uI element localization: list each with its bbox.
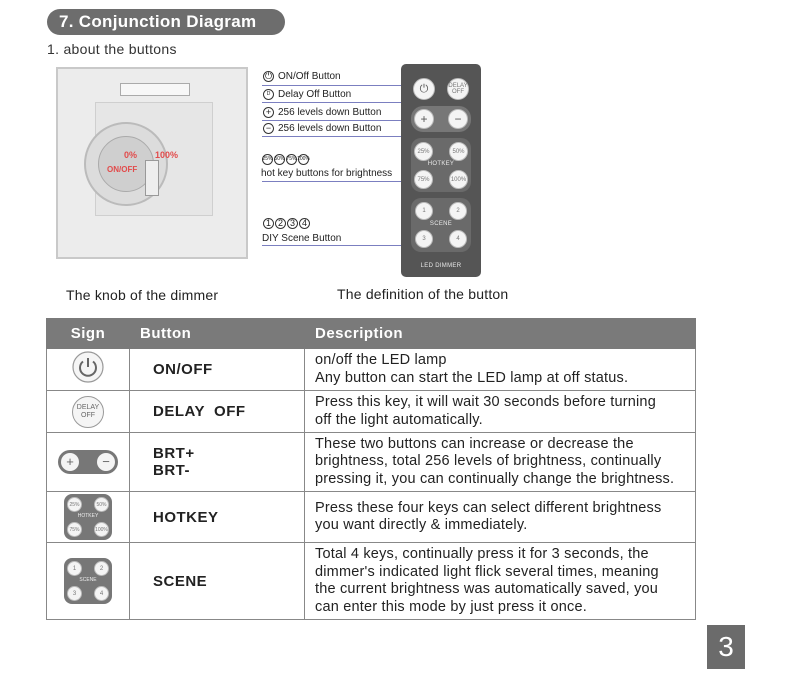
callout-brt-up — [263, 107, 381, 118]
description — [305, 433, 696, 492]
hotkey-50-icon: 50% — [94, 497, 109, 512]
desc-line: Any button can start the LED lamp at off status. — [315, 369, 629, 386]
hotkey-100-icon: 100% — [298, 154, 309, 165]
scene-3-icon: 3 — [67, 586, 82, 601]
remote-delay-button[interactable] — [447, 78, 469, 100]
subtitle: 1. about the buttons — [47, 41, 177, 57]
table-row — [47, 543, 696, 620]
col-description-header: Description — [305, 319, 696, 349]
sign-cell — [47, 349, 130, 391]
hotkey-75-icon: 75% — [286, 154, 297, 165]
callout-scene-icons — [263, 218, 310, 229]
minus-icon: − — [263, 123, 274, 134]
hotkey-50-icon: 50% — [274, 154, 285, 165]
power-icon: ⏻ — [264, 71, 273, 81]
remote-hotkey-50[interactable]: 50% — [449, 142, 468, 161]
description — [305, 349, 696, 391]
button-name: DELAY OFF — [130, 391, 305, 433]
knob-low-label: 0% — [124, 150, 138, 160]
desc-line: pressing it, you can continually change the brightness. — [315, 470, 675, 487]
delay-icon-line2: OFF — [81, 411, 95, 419]
table-header-row — [47, 319, 696, 349]
remote-delay-line2: OFF — [452, 89, 464, 95]
definition-caption: The definition of the button — [337, 286, 509, 302]
description — [305, 543, 696, 620]
col-button-header: Button — [130, 319, 305, 349]
desc-line: brightness, total 256 levels of brightness, continually — [315, 453, 662, 470]
button-spec-table — [46, 318, 696, 620]
delay-icon-line1: DELAY — [76, 403, 100, 411]
power-icon — [71, 350, 105, 384]
callout-scene — [262, 233, 341, 244]
scene-1-icon: 1 — [263, 218, 274, 229]
plus-icon: + — [263, 107, 274, 118]
minus-icon: − — [97, 453, 115, 471]
scene-3-icon: 3 — [287, 218, 298, 229]
remote-scene-label: SCENE — [429, 221, 453, 227]
desc-line: These two buttons can increase or decrease the — [315, 435, 634, 452]
remote-hotkey-75[interactable]: 75% — [414, 170, 433, 189]
button-name: SCENE — [130, 543, 305, 620]
remote-power-button[interactable]: ⏻ — [413, 78, 435, 100]
remote-scene-2[interactable]: 2 — [449, 202, 467, 220]
scene-2-icon: 2 — [94, 561, 109, 576]
scene-group-icon — [64, 558, 112, 604]
callout-brt-down — [263, 123, 381, 134]
callout-brt-down-label: 256 levels down Button — [278, 123, 382, 134]
callout-hotkey-icons — [262, 154, 309, 165]
scene-1-icon: 1 — [67, 561, 82, 576]
desc-line: Press this key, it will wait 30 seconds before turning — [315, 394, 656, 410]
knob-onoff-label: ON/OFF — [107, 165, 138, 174]
page-number: 3 — [707, 625, 745, 669]
plus-icon: + — [61, 453, 79, 471]
remote-hotkey-25[interactable]: 25% — [414, 142, 433, 161]
hotkey-75-icon: 75% — [67, 522, 82, 537]
callout-onoff-label: ON/Off Button — [278, 71, 341, 82]
knob-high-label: 100% — [155, 150, 179, 160]
button-name: HOTKEY — [130, 492, 305, 543]
remote-scene-4[interactable]: 4 — [449, 230, 467, 248]
table-row — [47, 433, 696, 492]
callout-hotkey — [261, 168, 392, 179]
delay-off-icon — [72, 396, 104, 428]
remote-hotkey-100[interactable]: 100% — [449, 170, 468, 189]
leader-line — [262, 120, 420, 121]
description — [305, 492, 696, 543]
remote-delay-line1: DELAY — [448, 83, 468, 89]
desc-line: Press these four keys can select different brightness — [315, 499, 662, 516]
callout-delay — [263, 89, 351, 100]
col-sign-header: Sign — [47, 319, 130, 349]
remote-brand-label: LED DIMMER — [420, 263, 462, 269]
desc-line: you want directly & immediately. — [315, 517, 528, 533]
dimmer-knob-lever — [145, 160, 159, 196]
sign-cell — [47, 543, 130, 620]
desc-line: off the light automatically. — [315, 411, 483, 428]
brt-minus-name: BRT- — [153, 462, 190, 479]
desc-line: can enter this mode by just press it once. — [315, 598, 587, 615]
desc-line: Total 4 keys, continually press it for 3 seconds, the — [315, 546, 649, 562]
delay-off-icon: D — [263, 89, 274, 100]
remote-scene-3[interactable]: 3 — [415, 230, 433, 248]
remote-scene-1[interactable]: 1 — [415, 202, 433, 220]
hotkey-icon-label: HOTKEY — [77, 513, 99, 519]
section-title: 7. Conjunction Diagram — [47, 9, 285, 35]
scene-2-icon: 2 — [275, 218, 286, 229]
callout-onoff — [263, 71, 341, 82]
callout-hotkey-label: hot key buttons for brightness — [261, 168, 393, 179]
button-name — [130, 433, 305, 492]
callout-brt-up-label: 256 levels down Button — [278, 107, 382, 118]
desc-line: dimmer's indicated light flick several times, meaning — [315, 563, 659, 580]
hotkey-25-icon: 25% — [67, 497, 82, 512]
hotkey-25-icon: 25% — [262, 154, 273, 165]
leader-line — [262, 245, 420, 246]
callout-scene-label: DIY Scene Button — [262, 233, 342, 244]
knob-caption: The knob of the dimmer — [66, 287, 219, 303]
table-row — [47, 349, 696, 391]
desc-line: on/off the LED lamp — [315, 352, 447, 368]
remote-control — [401, 64, 481, 277]
remote-hotkey-label: HOTKEY — [427, 161, 455, 167]
brt-plus-name: BRT+ — [153, 445, 195, 462]
sign-cell — [47, 492, 130, 543]
sign-cell — [47, 391, 130, 433]
table-row — [47, 492, 696, 543]
hotkey-100-icon: 100% — [94, 522, 109, 537]
hotkey-group-icon — [64, 494, 112, 540]
brt-pill-icon — [58, 450, 118, 474]
desc-line: the current brightness was automatically saved, you — [315, 581, 659, 597]
button-name: ON/OFF — [130, 349, 305, 391]
leader-line — [262, 181, 420, 182]
scene-icon-label: SCENE — [79, 577, 97, 583]
table-row — [47, 391, 696, 433]
description — [305, 391, 696, 433]
remote-minus-button[interactable]: − — [448, 109, 468, 129]
leader-line — [262, 85, 420, 86]
remote-plus-button[interactable]: + — [414, 109, 434, 129]
scene-4-icon: 4 — [94, 586, 109, 601]
scene-4-icon: 4 — [299, 218, 310, 229]
sign-cell — [47, 433, 130, 492]
dimmer-slot — [120, 83, 190, 96]
callout-delay-label: Delay Off Button — [278, 89, 352, 100]
